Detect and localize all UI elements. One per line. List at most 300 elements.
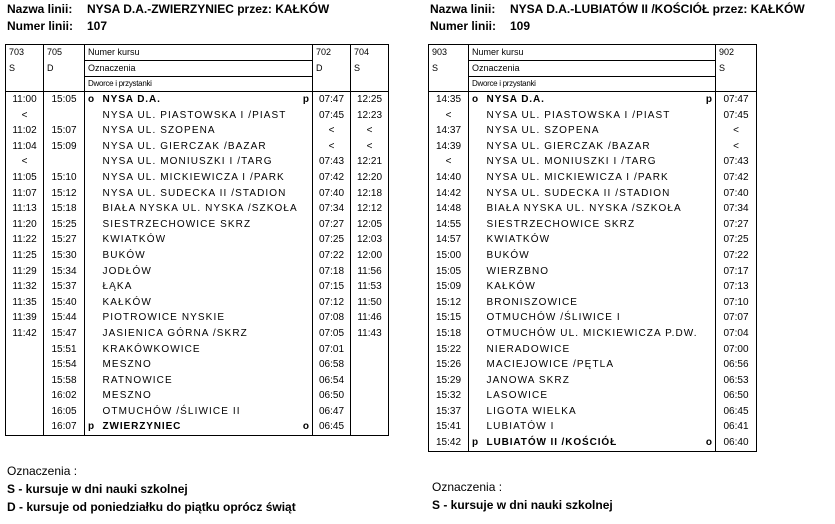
stop-name: NYSA D.A.: [483, 92, 702, 108]
terminal-marker: [299, 342, 313, 358]
stop-name: MESZNO: [102, 359, 152, 371]
return-time: 07:45: [716, 108, 757, 124]
terminal-marker: [702, 170, 716, 186]
return-time: 12:21: [351, 154, 389, 170]
return-time: 07:34: [313, 201, 351, 217]
left-course-number-label: Numer kursu: [85, 45, 313, 61]
terminal-marker: [702, 419, 716, 435]
right-line-name-value: NYSA D.A.-LUBIATÓW II /KOŚCIÓŁ przez: KAŁKÓW: [510, 2, 805, 16]
terminal-marker: [702, 326, 716, 342]
stop-name: LASOWICE: [486, 390, 549, 402]
return-time: 06:47: [313, 404, 351, 420]
stop-name: NYSA UL. MONIUSZKI I /TARG: [102, 156, 273, 168]
departure-time: 14:35: [429, 92, 469, 108]
terminal-marker: [469, 139, 483, 155]
departure-time: 15:18: [435, 327, 462, 339]
return-time: 07:00: [716, 342, 757, 358]
terminal-marker: [85, 139, 99, 155]
table-row: [6, 342, 389, 358]
table-row: [6, 404, 389, 420]
table-row: [429, 373, 757, 389]
table-row: [6, 264, 389, 280]
terminal-marker: [85, 295, 99, 311]
table-row: [429, 139, 757, 155]
return-time: 07:15: [313, 279, 351, 295]
departure-time: 15:12: [435, 296, 462, 308]
left-line-name: [7, 1, 329, 18]
departure-time: 11:22: [12, 234, 37, 246]
terminal-marker: [469, 357, 483, 373]
right-mark-903: S: [432, 63, 439, 73]
stop-name: NYSA UL. MICKIEWICZA I /PARK: [486, 171, 669, 183]
terminal-marker: [85, 201, 99, 217]
stop-name: KAŁKÓW: [486, 281, 536, 293]
return-time: 07:27: [313, 217, 351, 233]
return-time: 07:34: [716, 201, 757, 217]
return-time: [351, 388, 389, 404]
departure-time: [44, 108, 85, 124]
return-time: 07:47: [716, 92, 757, 108]
table-row: [6, 154, 389, 170]
departure-time: 15:42: [435, 437, 462, 449]
left-markings-label: Oznaczenia: [85, 61, 313, 77]
table-row: [6, 357, 389, 373]
terminal-marker: [299, 248, 313, 264]
return-time: 06:54: [313, 373, 351, 389]
return-time: 06:41: [716, 419, 757, 435]
stop-name: RATNOWICE: [102, 374, 173, 386]
departure-time: 15:26: [435, 359, 462, 371]
return-time: 11:50: [351, 295, 389, 311]
stop-name: SIESTRZECHOWICE SKRZ: [486, 218, 636, 230]
stop-name: NYSA UL. GIERCZAK /BAZAR: [486, 140, 651, 152]
return-time: 07:18: [313, 264, 351, 280]
return-time: [351, 404, 389, 420]
terminal-marker: [702, 310, 716, 326]
terminal-marker: [299, 123, 313, 139]
left-mark-704: S: [351, 61, 389, 77]
return-time: [351, 357, 389, 373]
return-time: 07:07: [716, 310, 757, 326]
table-row: [6, 170, 389, 186]
return-time: <: [351, 139, 389, 155]
departure-time: 15:40: [44, 295, 85, 311]
departure-time: [6, 357, 44, 373]
return-time: 06:40: [716, 435, 757, 451]
table-row: [429, 170, 757, 186]
return-time: 12:05: [351, 217, 389, 233]
terminal-marker: [469, 264, 483, 280]
departure-time: 11:00: [6, 92, 44, 108]
terminal-marker: [299, 373, 313, 389]
terminal-marker: [299, 326, 313, 342]
stop-name: NYSA UL. SUDECKA II /STADION: [486, 187, 671, 199]
terminal-marker: [299, 404, 313, 420]
terminal-marker: [702, 123, 716, 139]
departure-time: 15:32: [435, 390, 462, 402]
stop-name: MACIEJOWICE /PĘTLA: [486, 359, 615, 371]
right-legend-title: Oznaczenia :: [432, 480, 503, 494]
return-time: 06:50: [313, 388, 351, 404]
terminal-marker: [702, 139, 716, 155]
return-time: 11:56: [351, 264, 389, 280]
return-time: 12:25: [351, 92, 389, 108]
terminal-marker: [299, 232, 313, 248]
terminal-marker: [299, 295, 313, 311]
stop-name: NYSA UL. SZOPENA: [102, 125, 216, 137]
stop-name: NYSA D.A.: [99, 92, 299, 108]
departure-time: 15:58: [44, 373, 85, 389]
table-row: [429, 92, 757, 108]
stop-name: JODŁÓW: [102, 265, 152, 277]
terminal-marker: [85, 310, 99, 326]
departure-time: [6, 388, 44, 404]
terminal-marker: [469, 373, 483, 389]
terminal-marker: [702, 108, 716, 124]
departure-time: 16:05: [44, 404, 85, 420]
left-mark-703: S: [9, 63, 16, 73]
table-row: [6, 232, 389, 248]
table-row: [429, 186, 757, 202]
terminal-marker: [702, 186, 716, 202]
terminal-marker: [85, 186, 99, 202]
return-time: 07:05: [313, 326, 351, 342]
table-row: [429, 248, 757, 264]
departure-time: 15:37: [435, 405, 462, 417]
stop-name: BIAŁA NYSKA UL. NYSKA /SZKOŁA: [486, 203, 682, 215]
departure-time: 15:12: [44, 186, 85, 202]
left-legend-title: Oznaczenia :: [7, 464, 78, 478]
terminal-marker: [469, 342, 483, 358]
departure-time: 15:07: [44, 123, 85, 139]
departure-time: 15:37: [44, 279, 85, 295]
stop-name: NYSA UL. MONIUSZKI I /TARG: [486, 156, 657, 168]
table-row: [429, 357, 757, 373]
left-course-703: 703: [9, 47, 25, 58]
left-line-name-label: Nazwa linii:: [7, 2, 73, 16]
return-time: 11:43: [351, 326, 389, 342]
terminal-marker: [299, 388, 313, 404]
return-time: 12:03: [351, 232, 389, 248]
departure-time: 15:18: [44, 201, 85, 217]
right-line-name: [430, 1, 805, 18]
table-row: [429, 326, 757, 342]
table-row: [6, 326, 389, 342]
table-row: [429, 154, 757, 170]
table-row: [429, 342, 757, 358]
return-time: 07:13: [716, 279, 757, 295]
terminal-marker: [702, 201, 716, 217]
stop-name: JASIENICA GÓRNA /SKRZ: [102, 327, 248, 339]
departure-time: 15:22: [435, 343, 462, 355]
departure-time: [6, 342, 44, 358]
left-line-number-value: 107: [87, 19, 108, 33]
return-time: 12:00: [351, 248, 389, 264]
return-time: <: [351, 123, 389, 139]
table-row: [429, 388, 757, 404]
return-time: 07:47: [313, 92, 351, 108]
table-row: [429, 232, 757, 248]
stop-name: KRAKÓWKOWICE: [102, 343, 201, 355]
stop-name: JANOWA SKRZ: [486, 374, 570, 386]
table-row: [429, 108, 757, 124]
terminal-marker: [469, 419, 483, 435]
table-row: [6, 123, 389, 139]
departure-time: 11:29: [12, 265, 37, 277]
return-time: <: [313, 123, 351, 139]
departure-time: 15:30: [44, 248, 85, 264]
terminal-marker: [299, 264, 313, 280]
terminal-marker: [299, 310, 313, 326]
terminal-marker: [469, 108, 483, 124]
return-time: 07:12: [313, 295, 351, 311]
departure-time: 15:09: [44, 139, 85, 155]
stop-name: BUKÓW: [486, 249, 530, 261]
terminal-marker: [469, 123, 483, 139]
return-time: 07:42: [313, 170, 351, 186]
right-course-903: 903: [432, 47, 448, 58]
terminal-marker: [702, 357, 716, 373]
terminal-marker: [469, 232, 483, 248]
departure-time: 14:55: [435, 218, 462, 230]
left-legend: [7, 462, 296, 516]
return-time: [351, 419, 389, 435]
departure-time: 15:10: [44, 170, 85, 186]
return-time: 07:10: [716, 295, 757, 311]
departure-time: 11:32: [12, 281, 37, 293]
terminal-marker: [85, 170, 99, 186]
terminal-marker: [469, 404, 483, 420]
stop-name: LIGOTA WIELKA: [486, 405, 577, 417]
left-legend-s: S - kursuje w dni nauki szkolnej: [7, 482, 188, 496]
terminal-marker: [702, 373, 716, 389]
stop-name: PIOTROWICE NYSKIE: [102, 312, 226, 324]
terminal-marker: [469, 217, 483, 233]
departure-time: 14:37: [435, 125, 462, 137]
return-time: 07:40: [313, 186, 351, 202]
table-row: [6, 419, 389, 435]
return-time: 07:42: [716, 170, 757, 186]
return-time: 12:18: [351, 186, 389, 202]
terminal-marker: [469, 170, 483, 186]
left-mark-705: D: [44, 61, 85, 77]
terminal-marker: o: [469, 92, 483, 108]
return-time: 07:04: [716, 326, 757, 342]
table-row: [6, 248, 389, 264]
return-time: 07:25: [313, 232, 351, 248]
return-time: 12:12: [351, 201, 389, 217]
departure-time: 15:41: [435, 421, 462, 433]
return-time: <: [716, 123, 757, 139]
terminal-marker: [469, 186, 483, 202]
stop-name: OTMUCHÓW UL. MICKIEWICZA P.DW.: [486, 327, 698, 339]
terminal-marker: [85, 123, 99, 139]
terminal-marker: [85, 248, 99, 264]
terminal-marker: p: [469, 435, 483, 451]
stop-name: KAŁKÓW: [102, 296, 152, 308]
departure-time: 14:39: [435, 140, 462, 152]
return-time: <: [313, 139, 351, 155]
stop-name: KWIATKÓW: [486, 234, 551, 246]
return-time: 07:01: [313, 342, 351, 358]
departure-time: 11:05: [12, 171, 37, 183]
terminal-marker: [469, 248, 483, 264]
departure-time: 15:29: [435, 374, 462, 386]
departure-time: 15:27: [44, 232, 85, 248]
terminal-marker: [702, 248, 716, 264]
table-row: [6, 186, 389, 202]
departure-time: <: [21, 109, 28, 121]
left-mark-702: D: [313, 61, 351, 77]
return-time: 07:17: [716, 264, 757, 280]
terminal-marker: [85, 404, 99, 420]
table-row: [6, 310, 389, 326]
terminal-marker: o: [302, 421, 310, 433]
departure-time: 15:44: [44, 310, 85, 326]
terminal-marker: [469, 201, 483, 217]
departure-time: 11:04: [12, 140, 37, 152]
departure-time: 15:05: [44, 92, 85, 108]
table-row: [429, 310, 757, 326]
left-legend-d: D - kursuje od poniedziałku do piątku oprócz świąt: [7, 500, 296, 514]
table-row: [6, 201, 389, 217]
departure-time: 14:40: [435, 171, 462, 183]
departure-time: 16:02: [44, 388, 85, 404]
terminal-marker: [469, 388, 483, 404]
table-row: [6, 279, 389, 295]
terminal-marker: [85, 154, 99, 170]
departure-time: 11:39: [12, 312, 37, 324]
right-line-name-label: Nazwa linii:: [430, 2, 496, 16]
return-time: 07:27: [716, 217, 757, 233]
stop-name: BIAŁA NYSKA UL. NYSKA /SZKOŁA: [102, 203, 298, 215]
stop-name: NIERADOWICE: [486, 343, 571, 355]
table-row: [429, 419, 757, 435]
stop-name: LUBIATÓW II /KOŚCIÓŁ: [486, 437, 618, 449]
table-row: [429, 435, 757, 451]
left-course-702: 702: [313, 45, 351, 61]
terminal-marker: [85, 264, 99, 280]
terminal-marker: [299, 279, 313, 295]
return-time: 07:08: [313, 310, 351, 326]
return-time: [351, 342, 389, 358]
terminal-marker: [299, 217, 313, 233]
return-time: 07:43: [313, 154, 351, 170]
table-row: [429, 279, 757, 295]
terminal-marker: [702, 217, 716, 233]
stop-name: ZWIERZYNIEC: [102, 421, 182, 433]
departure-time: 15:05: [435, 265, 462, 277]
right-stops-label: Dworce i przystanki: [469, 77, 716, 92]
right-mark-902: S: [716, 61, 757, 77]
return-time: 11:46: [351, 310, 389, 326]
terminal-marker: [85, 357, 99, 373]
terminal-marker: [85, 342, 99, 358]
terminal-marker: o: [705, 437, 713, 449]
right-timetable: [428, 44, 757, 452]
return-time: 07:40: [716, 186, 757, 202]
table-row: [429, 264, 757, 280]
stop-name: LUBIATÓW I: [486, 421, 555, 433]
table-row: [429, 404, 757, 420]
return-time: 06:53: [716, 373, 757, 389]
terminal-marker: [299, 357, 313, 373]
terminal-marker: [702, 264, 716, 280]
return-time: 07:43: [716, 154, 757, 170]
return-time: <: [716, 139, 757, 155]
right-markings-label: Oznaczenia: [469, 61, 716, 77]
terminal-marker: [85, 279, 99, 295]
stop-name: NYSA UL. GIERCZAK /BAZAR: [102, 140, 267, 152]
table-row: [6, 373, 389, 389]
terminal-marker: [299, 139, 313, 155]
departure-time: 11:07: [12, 187, 37, 199]
table-row: [429, 201, 757, 217]
departure-time: 15:47: [44, 326, 85, 342]
table-row: [429, 295, 757, 311]
return-time: 06:45: [313, 419, 351, 435]
table-row: [6, 217, 389, 233]
return-time: 07:45: [313, 108, 351, 124]
departure-time: 11:35: [12, 296, 37, 308]
right-legend-s: S - kursuje w dni nauki szkolnej: [432, 498, 613, 512]
terminal-marker: [469, 154, 483, 170]
stop-name: NYSA UL. SZOPENA: [486, 125, 600, 137]
stop-name: MESZNO: [102, 390, 152, 402]
departure-time: 15:25: [44, 217, 85, 233]
departure-time: [6, 419, 44, 435]
departure-time: 15:09: [435, 281, 462, 293]
table-row: [6, 388, 389, 404]
departure-time: 14:57: [435, 234, 462, 246]
table-row: [6, 108, 389, 124]
departure-time: <: [445, 109, 452, 121]
table-row: [6, 139, 389, 155]
departure-time: 11:13: [12, 203, 37, 215]
stop-name: KWIATKÓW: [102, 234, 167, 246]
stop-name: NYSA UL. PIASTOWSKA I /PIAST: [486, 109, 671, 121]
terminal-marker: [85, 388, 99, 404]
return-time: 07:22: [716, 248, 757, 264]
stop-name: SIESTRZECHOWICE SKRZ: [102, 218, 252, 230]
terminal-marker: [299, 170, 313, 186]
return-time: 12:20: [351, 170, 389, 186]
departure-time: 11:02: [12, 125, 37, 137]
left-line-name-value: NYSA D.A.-ZWIERZYNIEC przez: KAŁKÓW: [87, 2, 330, 16]
return-time: 06:58: [313, 357, 351, 373]
terminal-marker: [702, 279, 716, 295]
terminal-marker: [469, 295, 483, 311]
departure-time: 11:42: [12, 327, 37, 339]
stop-name: BUKÓW: [102, 249, 146, 261]
return-time: [351, 373, 389, 389]
stop-name: NYSA UL. SUDECKA II /STADION: [102, 187, 287, 199]
stop-name: NYSA UL. PIASTOWSKA I /PIAST: [102, 109, 287, 121]
terminal-marker: [702, 404, 716, 420]
table-row: [429, 217, 757, 233]
departure-time: 14:48: [435, 203, 462, 215]
stop-name: OTMUCHÓW /ŚLIWICE I: [486, 312, 621, 324]
departure-time: <: [21, 156, 28, 168]
table-row: [6, 295, 389, 311]
stop-name: OTMUCHÓW /ŚLIWICE II: [102, 405, 241, 417]
return-time: 07:22: [313, 248, 351, 264]
terminal-marker: [702, 232, 716, 248]
terminal-marker: p: [702, 92, 716, 108]
departure-time: 15:00: [435, 249, 462, 261]
terminal-marker: [299, 201, 313, 217]
terminal-marker: [85, 108, 99, 124]
